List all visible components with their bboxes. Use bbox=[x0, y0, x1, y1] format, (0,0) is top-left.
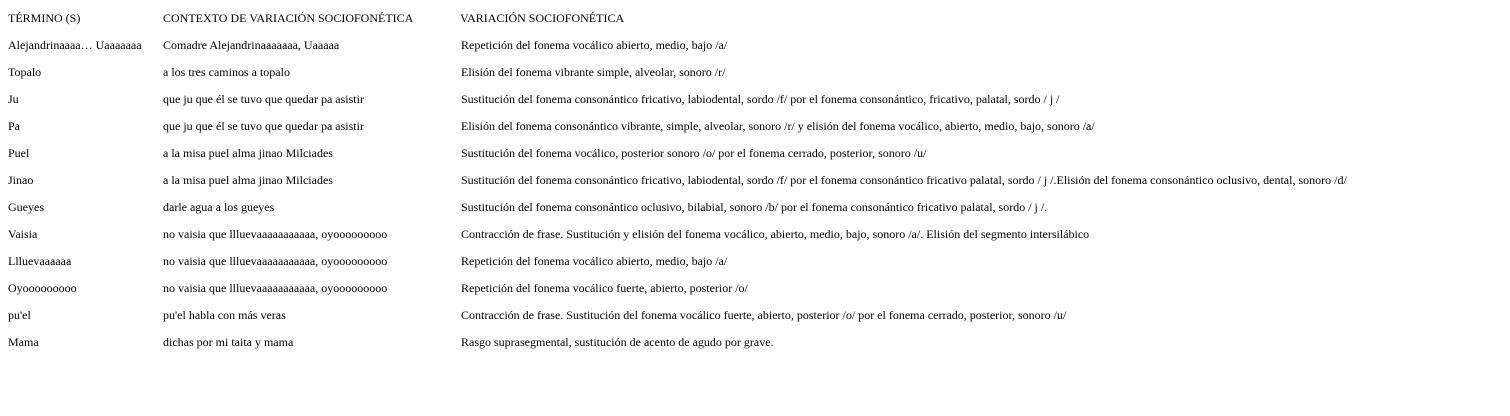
context-cell: que ju que él se tuvo que quedar pa asistir bbox=[163, 119, 364, 133]
context-cell: no vaisia que llluevaaaaaaaaaaa, oyooooooooo bbox=[163, 281, 388, 295]
table-row bbox=[0, 113, 1510, 140]
term-cell: Topalo bbox=[8, 65, 42, 79]
context-cell: darle agua a los gueyes bbox=[163, 200, 275, 214]
context-cell: a la misa puel alma jinao Milciades bbox=[163, 146, 333, 160]
table-row bbox=[0, 221, 1510, 248]
context-cell: que ju que él se tuvo que quedar pa asistir bbox=[163, 92, 364, 106]
table-row bbox=[0, 194, 1510, 221]
term-cell: Oyooooooooo bbox=[8, 281, 77, 295]
table-header-row bbox=[0, 5, 1510, 32]
term-cell: Llluevaaaaaa bbox=[8, 254, 72, 268]
table-row bbox=[0, 248, 1510, 275]
variation-cell: Sustitución del fonema consonántico oclusivo, bilabial, sonoro /b/ por el fonema consonántico fricativo palatal, sordo / j /. bbox=[461, 200, 1048, 214]
variation-cell: Sustitución del fonema vocálico, posterior sonoro /o/ por el fonema cerrado, posterior, sonoro /u/ bbox=[461, 146, 927, 160]
variation-cell: Elisión del fonema consonántico vibrante, simple, alveolar, sonoro /r/ y elisión del fonema vocálico, abierto, medio, bajo, sonoro /a/ bbox=[461, 119, 1095, 133]
term-cell: Pa bbox=[8, 119, 20, 133]
table-row bbox=[0, 140, 1510, 167]
variation-cell: Contracción de frase. Sustitución y elisión del fonema vocálico, abierto, medio, bajo, sonoro /a/. Elisión del segmento intersilábico bbox=[461, 227, 1090, 241]
context-cell: pu'el habla con más veras bbox=[163, 308, 286, 322]
term-cell: Jinao bbox=[8, 173, 34, 187]
variation-cell: Repetición del fonema vocálico abierto, medio, bajo /a/ bbox=[461, 254, 728, 268]
variation-cell: Sustitución del fonema consonántico fricativo, labiodental, sordo /f/ por el fonema consonántico fricativo palatal, sordo / j /.Elisión del fonema consonántico oclusivo, dental, sonoro /d/ bbox=[461, 173, 1347, 187]
header-term: TÉRMINO (S) bbox=[8, 11, 81, 25]
variation-cell: Sustitución del fonema consonántico fricativo, labiodental, sordo /f/ por el fonema consonántico, fricativo, palatal, sordo / j / bbox=[461, 92, 1060, 106]
variation-cell: Elisión del fonema vibrante simple, alveolar, sonoro /r/ bbox=[461, 65, 726, 79]
table-row bbox=[0, 86, 1510, 113]
table-row bbox=[0, 329, 1510, 356]
term-cell: Vaisia bbox=[8, 227, 38, 241]
context-cell: a los tres caminos a topalo bbox=[163, 65, 290, 79]
context-cell: no vaisia que llluevaaaaaaaaaaa, oyooooooooo bbox=[163, 227, 388, 241]
term-cell: Puel bbox=[8, 146, 30, 160]
variation-cell: Rasgo suprasegmental, sustitución de acento de agudo por grave. bbox=[461, 335, 774, 349]
context-cell: dichas por mi taita y mama bbox=[163, 335, 294, 349]
variation-cell: Contracción de frase. Sustitución del fonema vocálico fuerte, abierto, posterior /o/ por el fonema cerrado, posterior, sonoro /u/ bbox=[461, 308, 1067, 322]
header-variation: VARIACIÓN SOCIOFONÉTICA bbox=[460, 11, 625, 25]
term-cell: Ju bbox=[8, 92, 19, 106]
table-row bbox=[0, 167, 1510, 194]
term-cell: Alejandrinaaaa… Uaaaaaaa bbox=[8, 38, 142, 52]
table-row bbox=[0, 275, 1510, 302]
variation-cell: Repetición del fonema vocálico fuerte, abierto, posterior /o/ bbox=[461, 281, 748, 295]
table-row bbox=[0, 302, 1510, 329]
table-row bbox=[0, 32, 1510, 59]
variation-cell: Repetición del fonema vocálico abierto, medio, bajo /a/ bbox=[461, 38, 728, 52]
table-row bbox=[0, 59, 1510, 86]
context-cell: a la misa puel alma jinao Milciades bbox=[163, 173, 333, 187]
context-cell: no vaisia que llluevaaaaaaaaaaa, oyooooooooo bbox=[163, 254, 388, 268]
context-cell: Comadre Alejandrinaaaaaaa, Uaaaaa bbox=[163, 38, 340, 52]
term-cell: Gueyes bbox=[8, 200, 44, 214]
term-cell: Mama bbox=[8, 335, 39, 349]
header-context: CONTEXTO DE VARIACIÓN SOCIOFONÉTICA bbox=[163, 11, 414, 25]
term-cell: pu'el bbox=[8, 308, 31, 322]
